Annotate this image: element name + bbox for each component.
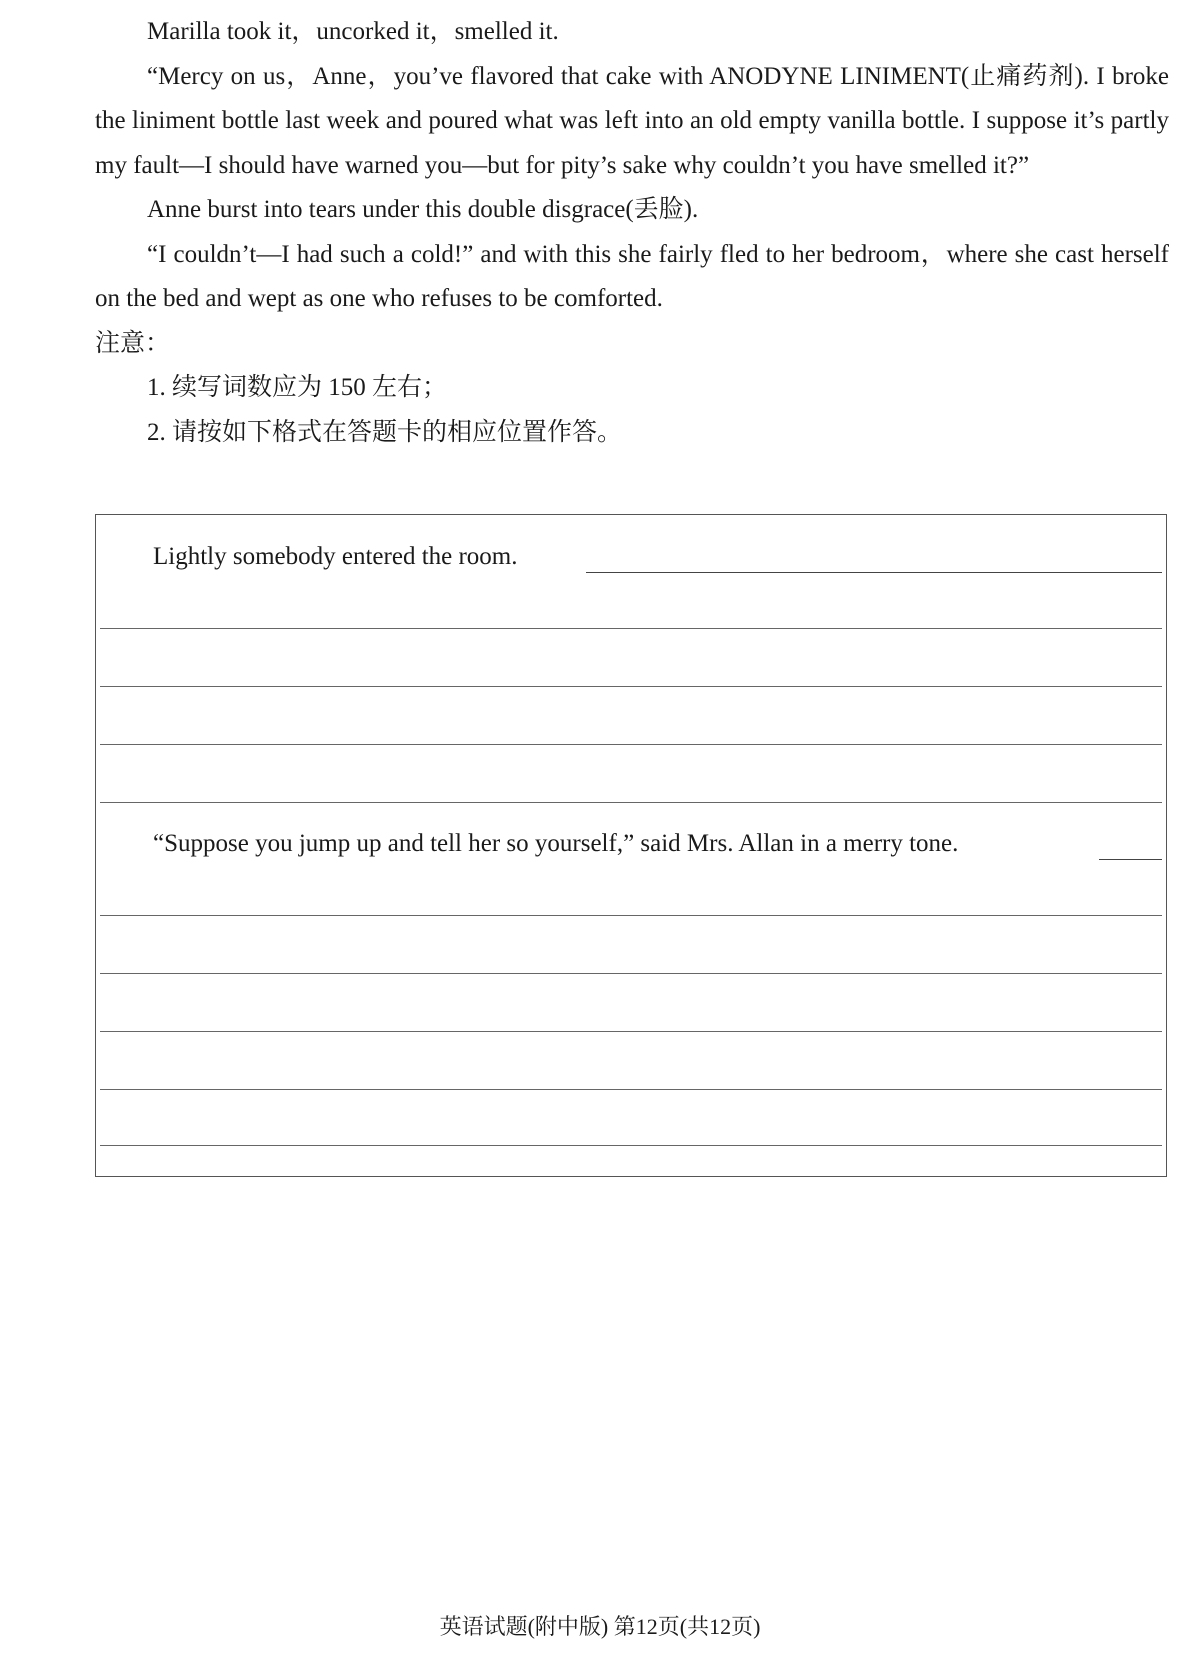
answer-blank-1[interactable]: [586, 572, 1162, 573]
answer-line[interactable]: [100, 1089, 1162, 1090]
passage-paragraph-4: “I couldn’t—I had such a cold!” and with this she fairly fled to her bedroom，where she cast herself on the bed and wept as one who refuses to be comforted.: [95, 240, 1169, 312]
notes-item-1: 1. 续写词数应为 150 左右；: [147, 374, 448, 401]
answer-box: [95, 514, 1167, 1177]
passage-text: [95, 10, 1169, 455]
page-footer: 英语试题(附中版) 第12页(共12页): [439, 1614, 761, 1639]
answer-line[interactable]: [100, 1031, 1162, 1032]
notes-item-2: 2. 请按如下格式在答题卡的相应位置作答。: [147, 418, 623, 446]
answer-line[interactable]: [100, 686, 1162, 687]
notes-title: 注意：: [95, 329, 171, 357]
starter-sentence-1: Lightly somebody entered the room.: [153, 543, 518, 570]
answer-line[interactable]: [100, 802, 1162, 803]
passage-paragraph-2: “Mercy on us，Anne，you’ve flavored that cake with ANODYNE LINIMENT(止痛药剂). I broke the liniment bottle last week and poured what was left into an old empty vanilla bottle. I suppose it’s partly my fault—I should have warned you—but for pity’s sake why couldn’t you have smelled it?”: [95, 62, 1169, 179]
passage-paragraph-1: Marilla took it，uncorked it，smelled it.: [147, 18, 559, 45]
starter-sentence-2: “Suppose you jump up and tell her so yourself,” said Mrs. Allan in a merry tone.: [153, 830, 959, 857]
answer-line[interactable]: [100, 628, 1162, 629]
answer-blank-2[interactable]: [1099, 859, 1162, 860]
answer-line[interactable]: [100, 744, 1162, 745]
answer-line[interactable]: [100, 1145, 1162, 1146]
answer-line[interactable]: [100, 915, 1162, 916]
passage-paragraph-3: Anne burst into tears under this double disgrace(丢脸).: [147, 196, 699, 223]
answer-line[interactable]: [100, 973, 1162, 974]
